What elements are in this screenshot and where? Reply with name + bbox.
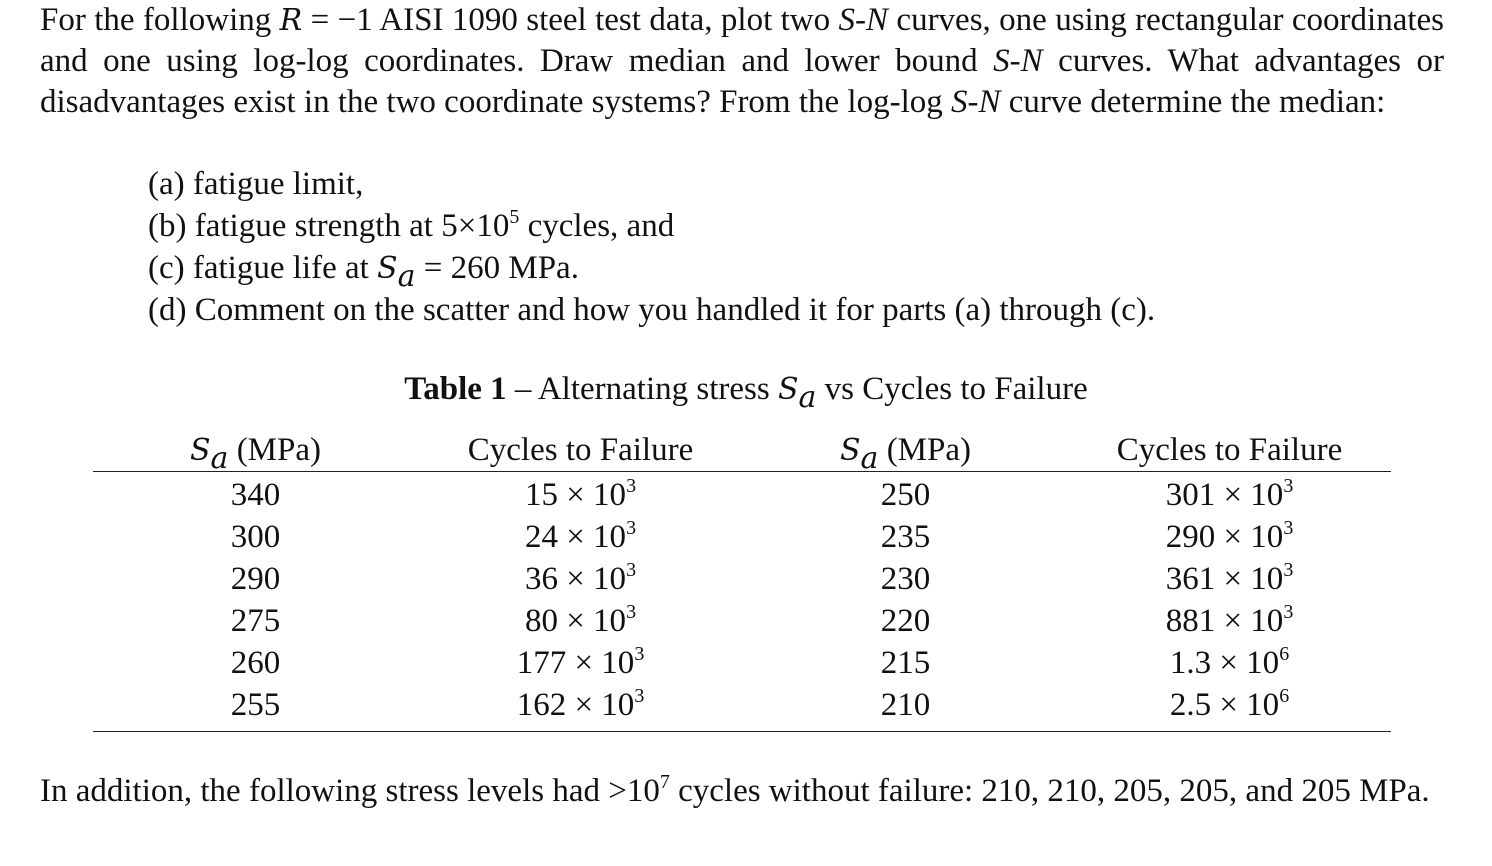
table-cell: [1068, 517, 1391, 559]
table-cell: 300: [230, 519, 281, 555]
part-b-text: cycles, and: [519, 208, 675, 244]
note-text: cycles without failure: 210, 210, 205, 205, and 205 MPa.: [669, 773, 1430, 809]
table-cell: 215: [880, 645, 931, 681]
part-b: [148, 206, 1155, 248]
problem-statement: [40, 0, 1444, 123]
cell-value: 290 × 10: [1165, 519, 1284, 555]
part-c-text: (c) fatigue life at: [148, 250, 378, 286]
exponent: 3: [626, 601, 637, 623]
table-row: [93, 559, 1391, 601]
header-sa: [93, 430, 418, 476]
table-cell: [418, 601, 743, 643]
note-text: In addition, the following stress levels had >10: [40, 773, 660, 809]
cell-value: 24 × 10: [524, 519, 627, 555]
exponent: 5: [509, 206, 520, 228]
table-cell: [418, 475, 743, 517]
table-cell: [1068, 643, 1391, 685]
exponent: 6: [1279, 643, 1290, 665]
table-cell: [418, 517, 743, 559]
header-sa: [743, 430, 1068, 476]
table-cell: 255: [230, 687, 281, 723]
sa-subscript: a: [860, 441, 879, 476]
table-body: [93, 472, 1391, 732]
table-row: [93, 601, 1391, 643]
table-cell: [1068, 685, 1391, 727]
cell-value: 881 × 10: [1165, 603, 1284, 639]
cell-value: 361 × 10: [1165, 561, 1284, 597]
unit: (MPa): [878, 432, 972, 468]
sa-variable: S: [777, 372, 799, 407]
caption-text: vs Cycles to Failure: [816, 371, 1088, 407]
table-cell: 210: [880, 687, 931, 723]
exponent: 3: [1283, 601, 1294, 623]
intro-text: curves, one using rectangular coordinates and one using log-log coordinates. Draw median and lower bound: [40, 2, 1445, 79]
table-cell: [418, 643, 743, 685]
intro-text: curves. What advantages or disadvantages exist in the two coordinate systems? From the log-log: [40, 43, 1444, 120]
table-cell: 220: [880, 603, 931, 639]
table-row: [93, 685, 1391, 727]
intro-text: For the following: [40, 2, 280, 38]
cell-value: 301 × 10: [1165, 477, 1284, 513]
sa-variable: S: [189, 433, 211, 468]
cell-value: 1.3 × 10: [1169, 645, 1280, 681]
exponent: 3: [1283, 475, 1294, 497]
part-a: [148, 164, 1155, 206]
cell-value: 2.5 × 10: [1169, 687, 1280, 723]
table-cell: [418, 559, 743, 601]
table-label: Table 1: [404, 371, 507, 407]
header-cycles: Cycles to Failure: [467, 432, 694, 468]
table-cell: 260: [230, 645, 281, 681]
sn-term: S-N: [993, 43, 1043, 79]
r-variable: R: [279, 3, 303, 38]
exponent: 3: [634, 685, 645, 707]
intro-text: curve determine the median:: [1000, 84, 1386, 120]
table-row: [93, 475, 1391, 517]
exponent: 6: [1279, 685, 1290, 707]
exponent: 7: [659, 771, 670, 793]
table-cell: 290: [230, 561, 281, 597]
table-row: [93, 517, 1391, 559]
table-cell: 250: [880, 477, 931, 513]
part-c-text: = 260 MPa.: [415, 250, 579, 286]
sa-subscript: a: [210, 441, 229, 476]
table-row: [93, 643, 1391, 685]
cell-value: 36 × 10: [524, 561, 627, 597]
sa-variable: S: [377, 251, 398, 286]
table-cell: 340: [230, 477, 281, 513]
part-d-text: (d) Comment on the scatter and how you handled it for parts (a) through (c).: [148, 292, 1156, 328]
exponent: 3: [626, 475, 637, 497]
table-cell: [1068, 601, 1391, 643]
question-parts: [148, 164, 1155, 332]
caption-text: – Alternating stress: [506, 371, 778, 407]
sn-term: S-N: [951, 84, 1001, 120]
table-header: [93, 430, 1391, 476]
exponent: 3: [634, 643, 645, 665]
sn-term: S-N: [838, 2, 889, 38]
part-a-text: (a) fatigue limit,: [148, 166, 364, 202]
part-c: [148, 248, 1155, 294]
table-cell: 275: [230, 603, 281, 639]
part-b-text: (b) fatigue strength at 5×10: [148, 208, 510, 244]
cell-value: 80 × 10: [524, 603, 627, 639]
exponent: 3: [626, 559, 637, 581]
table-cell: 230: [880, 561, 931, 597]
cell-value: 162 × 10: [516, 687, 635, 723]
data-table: [93, 430, 1391, 732]
exponent: 3: [1283, 559, 1294, 581]
sa-subscript: a: [798, 380, 817, 415]
table-cell: 235: [880, 519, 931, 555]
header-cycles: Cycles to Failure: [1116, 432, 1343, 468]
exponent: 3: [1283, 517, 1294, 539]
cell-value: 177 × 10: [516, 645, 635, 681]
sa-subscript: a: [397, 259, 416, 294]
table-cell: [418, 685, 743, 727]
exponent: 3: [626, 517, 637, 539]
table-cell: [1068, 475, 1391, 517]
sa-variable: S: [839, 433, 861, 468]
intro-text: = −1 AISI 1090 steel test data, plot two: [302, 2, 839, 38]
part-d: [148, 290, 1155, 332]
table-cell: [1068, 559, 1391, 601]
table-caption: [0, 369, 1492, 415]
unit: (MPa): [228, 432, 322, 468]
additional-note: [40, 771, 1444, 812]
cell-value: 15 × 10: [524, 477, 627, 513]
